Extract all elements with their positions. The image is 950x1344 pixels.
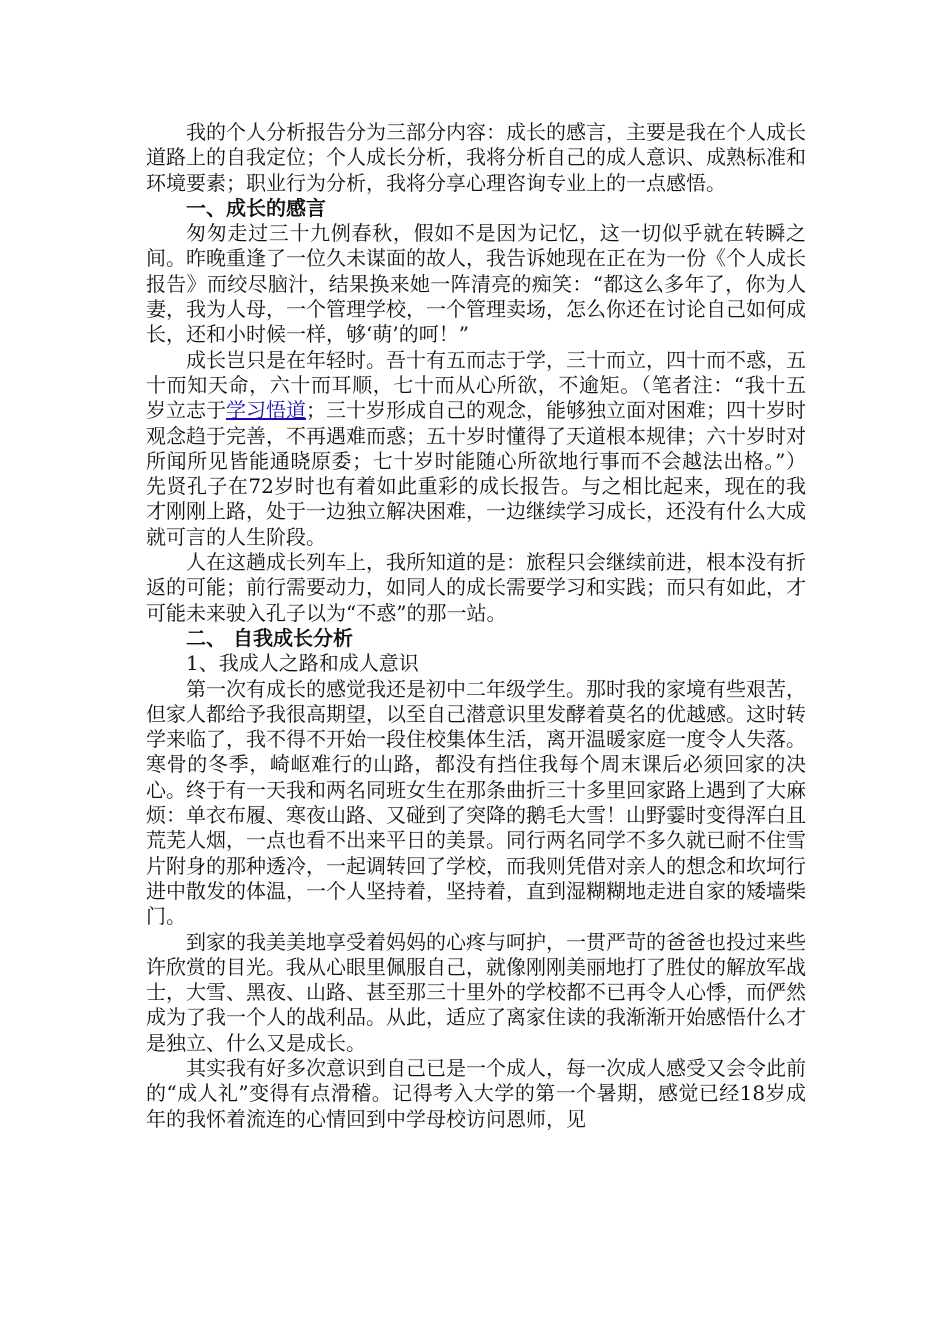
section2-paragraph-2: 到家的我美美地享受着妈妈的心疼与呵护，一贯严苛的爸爸也投过来些许欣赏的目光。我从心眼里佩服自己，就像刚刚美丽地打了胜仗的解放军战士，大雪、黑夜、山路、甚至那三十里外的学校都不已再令人心悸，而俨然成为了我一个人的战利品。从此，适应了离家住读的我渐渐开始感悟什么才是独立、什么又是成长。 xyxy=(146,929,806,1055)
subsection-heading-1: 1、我成人之路和成人意识 xyxy=(186,651,419,676)
section1-paragraph-3: 人在这趟成长列车上，我所知道的是：旅程只会继续前进，根本没有折返的可能；前行需要动力，如同人的成长需要学习和实践；而只有如此，才可能未来驶入孔子以为“不惑”的那一站。 xyxy=(146,550,806,625)
section1-paragraph-2 xyxy=(146,348,806,550)
section2-paragraph-1: 第一次有成长的感觉我还是初中二年级学生。那时我的家境有些艰苦，但家人都给予我很高期望，以至自己潜意识里发酵着莫名的优越感。这时转学来临了，我不得不开始一段住校集体生活，离开温暖家庭一度令人失落。寒骨的冬季，崎岖难行的山路，都没有挡住我每个周末课后必须回家的决心。终于有一天我和两名同班女生在那条曲折三十多里回家路上遇到了大麻烦：单衣布履、寒夜山路、又碰到了突降的鹅毛大雪！山野霎时变得浑白且荒芜人烟，一点也看不出来平日的美景。同行两名同学不多久就已耐不住雪片附身的那种透冷，一起调转回了学校，而我则凭借对亲人的想念和坎坷行进中散发的体温，一个人坚持着，坚持着，直到湿糊糊地走进自家的矮墙柴门。 xyxy=(146,676,806,929)
section2-paragraph-3: 其实我有好多次意识到自己已是一个成人，每一次成人感受又会令此前的“成人礼”变得有点滑稽。记得考入大学的第一个暑期，感觉已经18岁成年的我怀着流连的心情回到中学母校访问恩师，见 xyxy=(146,1055,806,1131)
section-heading-1: 一、成长的感言 xyxy=(186,195,326,220)
intro-paragraph: 我的个人分析报告分为三部分内容：成长的感言，主要是我在个人成长道路上的自我定位；个人成长分析，我将分析自己的成人意识、成熟标准和环境要素；职业行为分析，我将分享心理咨询专业上的一点感悟。 xyxy=(146,120,806,195)
section-heading-2: 二、 自我成长分析 xyxy=(186,625,353,650)
document-page xyxy=(146,120,806,1132)
section1-paragraph-1: 匆匆走过三十九例春秋，假如不是因为记忆，这一切似乎就在转瞬之间。昨晚重逢了一位久未谋面的故人，我告诉她现在正在为一份《个人成长报告》而绞尽脑汁，结果换来她一阵清亮的痴笑：“都这么多年了，你为人妻，我为人母，一个管理学校，一个管理卖场，怎么你还在讨论自己如何成长，还和小时候一样，够‘萌’的呵！” xyxy=(146,221,806,347)
study-link[interactable]: 学习悟道 xyxy=(226,398,306,423)
paragraph-text: 成长岂只是在年轻时。吾十有五而志于学，三十而立，四十而不惑，五十而知天命，六十而耳顺，七十而从心所欲，不逾矩。（笔者注：“我十五岁立志于 xyxy=(146,347,806,423)
paragraph-text: ；三十岁形成自己的观念，能够独立面对困难；四十岁时观念趋于完善，不再遇难而惑；五十岁时懂得了天道根本规律；六十岁时对所闻所见皆能通晓原委；七十岁时能随心所欲地行事而不会越法出格。”）先贤孔子在72岁时也有着如此重彩的成长报告。与之相比起来，现在的我才刚刚上路，处于一边独立解决困难，一边继续学习成长，还没有什么大成就可言的人生阶段。 xyxy=(146,398,806,549)
